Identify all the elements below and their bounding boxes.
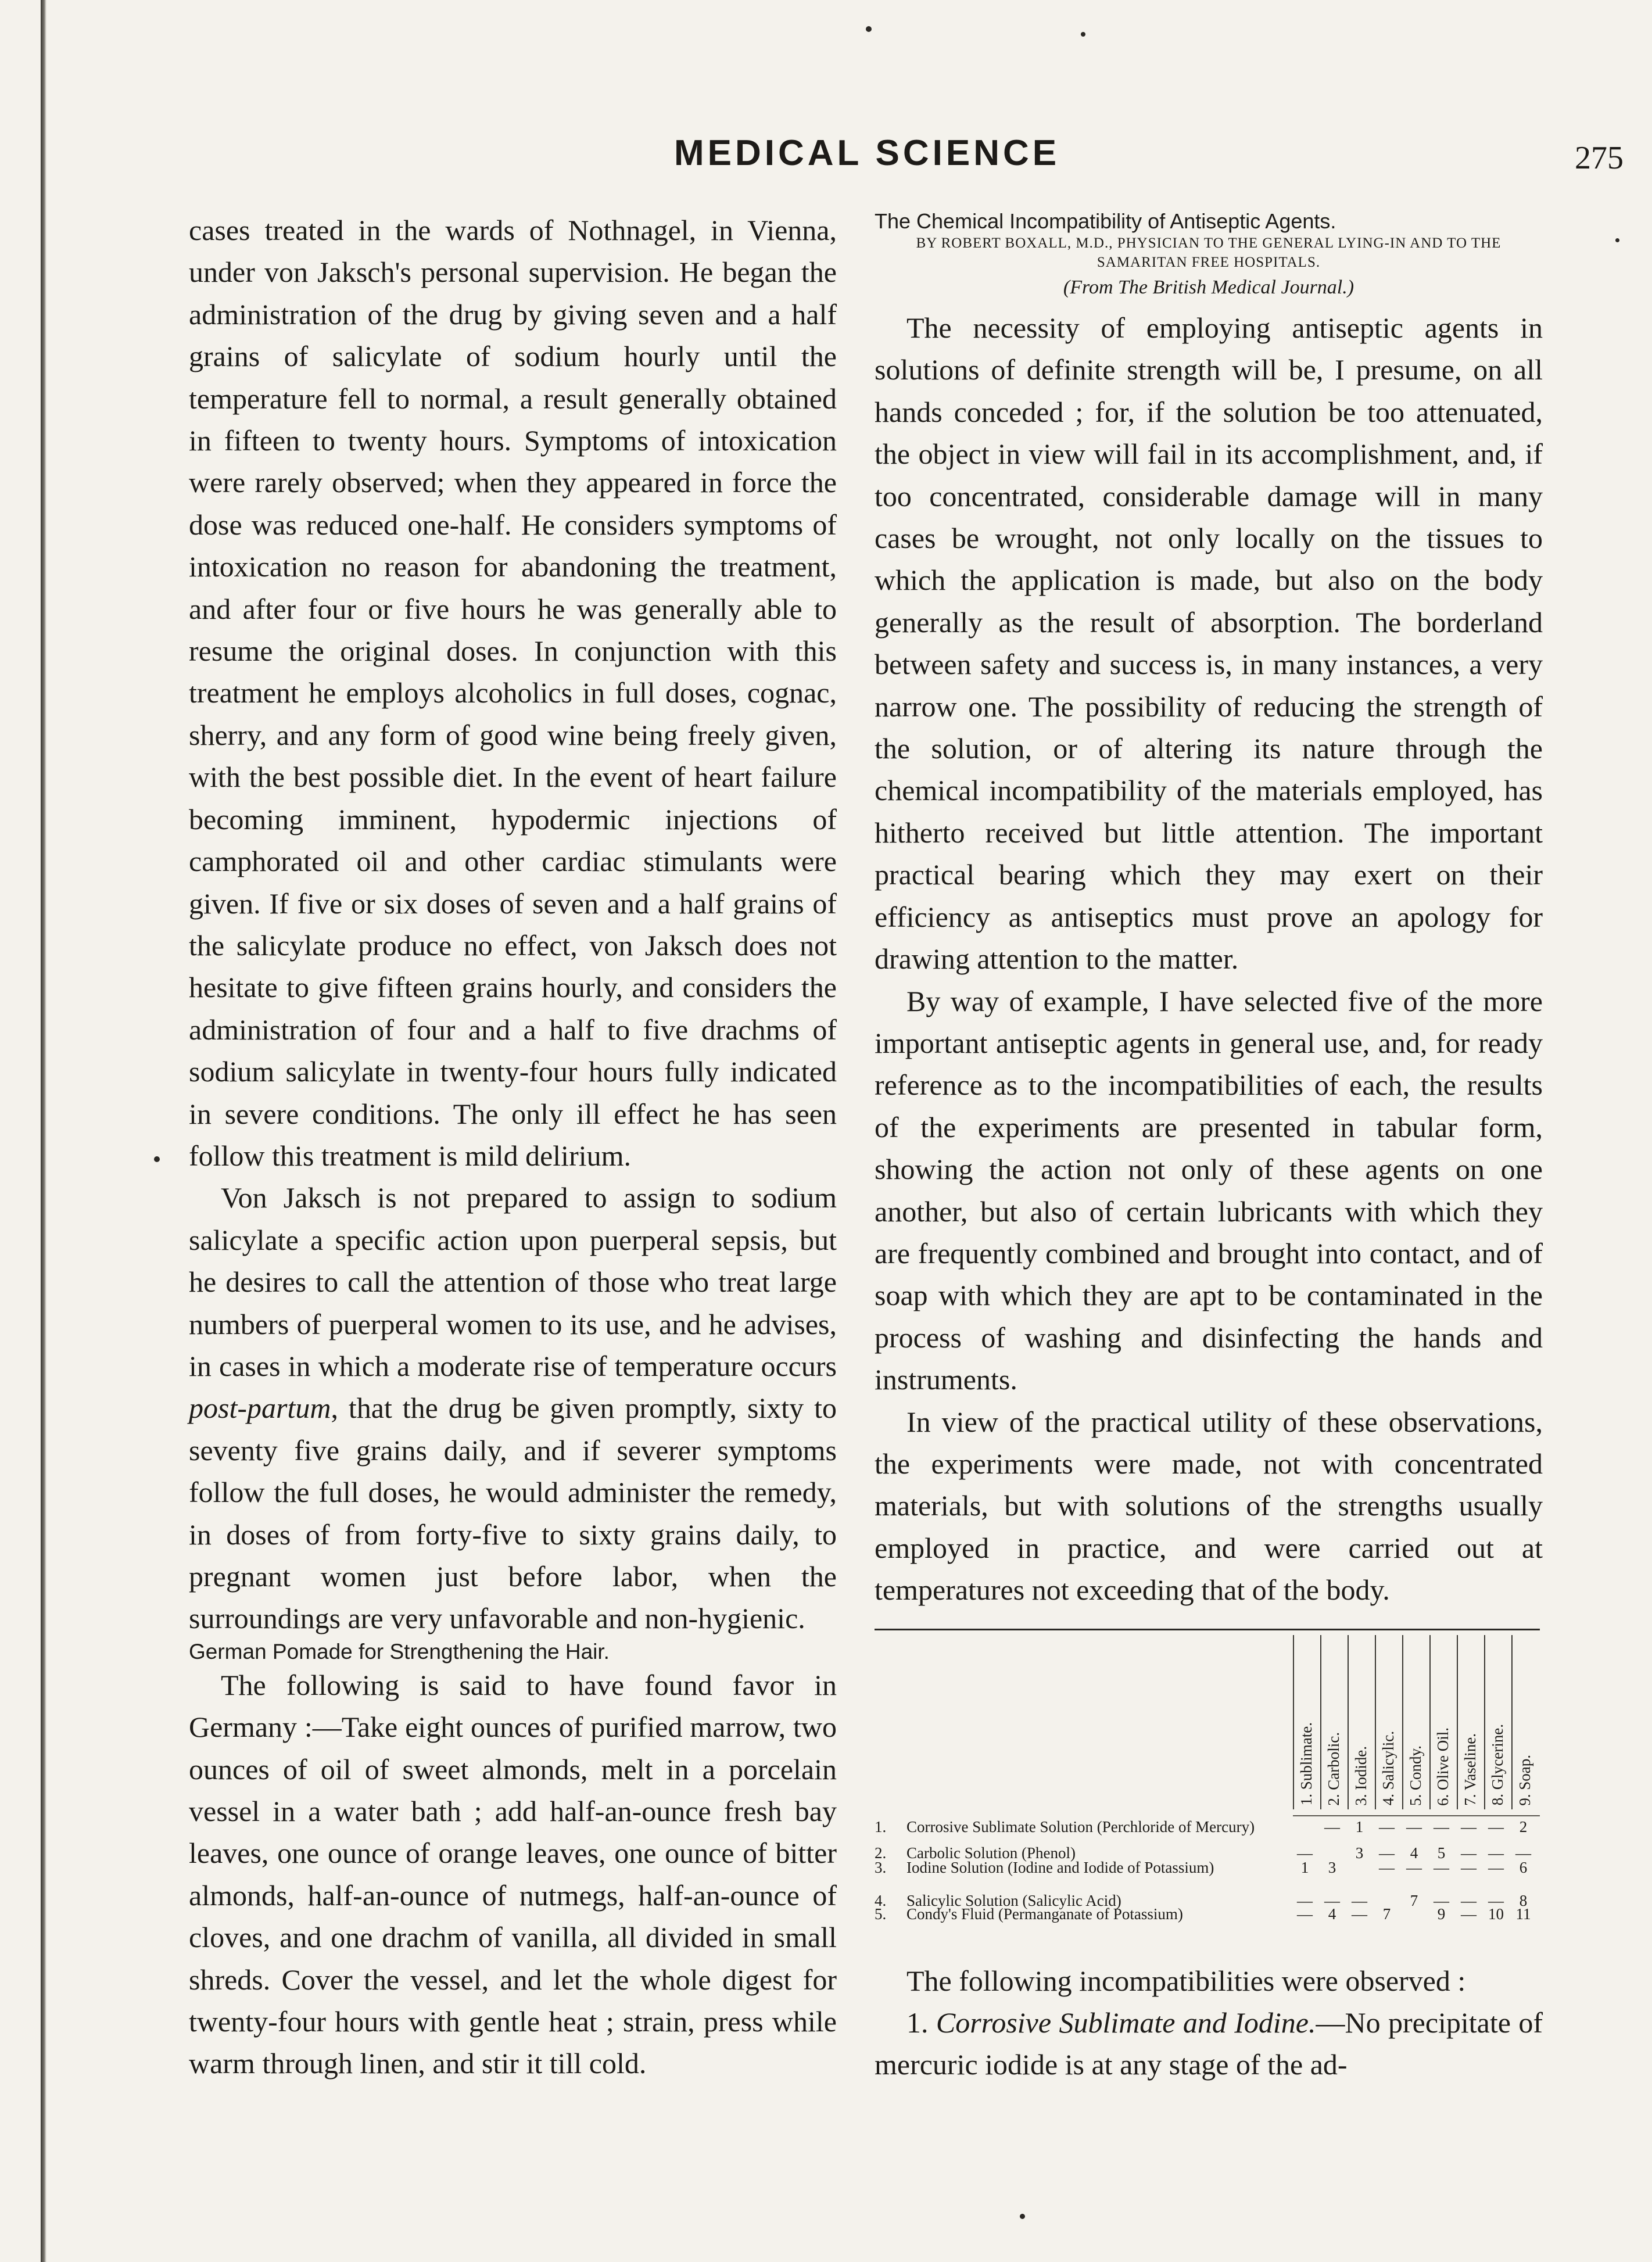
table-cell: — bbox=[1461, 1858, 1477, 1876]
table-cell: — bbox=[1379, 1844, 1395, 1862]
page-number: 275 bbox=[1575, 140, 1624, 176]
table-cell: — bbox=[1297, 1905, 1313, 1923]
table-cell: 4 bbox=[1328, 1905, 1336, 1923]
right-column bbox=[875, 209, 1543, 2086]
table-header-rule bbox=[1293, 1815, 1540, 1816]
right-paragraph-4: The following incompatibilities were observed : bbox=[906, 1964, 1466, 1997]
table-row-label: Iodine Solution (Iodine and Iodide of Potassium) bbox=[906, 1858, 1214, 1876]
left-paragraph-2-italic: post-partum bbox=[189, 1392, 331, 1425]
table-column-header-label: 9. Soap. bbox=[1516, 1754, 1533, 1806]
table-column-header-label: 5. Condy. bbox=[1407, 1745, 1424, 1806]
pomade-heading: German Pomade for Strengthening the Hair. bbox=[189, 1639, 610, 1664]
table-cell: 1 bbox=[1355, 1818, 1364, 1836]
scan-speck bbox=[1081, 32, 1085, 37]
table-cell: — bbox=[1461, 1844, 1477, 1862]
right-paragraph-2: By way of example, I have selected five of the more important antiseptic agents in general use, and, for ready reference as to the incompatibilities of each, the results of the experiments are presented in tabular form, showing the action not only of these agents on one another, but also of certain lubricants with which they are frequently combined and brought into contact, and of soap with which they are apt to be contaminated in the process of washing and disinfecting the hands and instruments. bbox=[875, 984, 1543, 1396]
table-column-header-label: 3. Iodide. bbox=[1352, 1745, 1370, 1806]
scan-speck bbox=[866, 26, 872, 32]
table-cell: 7 bbox=[1382, 1905, 1391, 1923]
left-paragraph-1: cases treated in the wards of Nothnagel, in Vienna, under von Jaksch's personal supervision. He began the administration of the drug by giving seven and a half grains of salicylate of sodium hourly until the temperature fell to normal, a result generally obtained in fifteen to twenty hours. Symptoms of intoxication were rarely observed; when they appeared in force the dose was reduced one-half. He considers symptoms of intoxication no reason for abandoning the treatment, and after four or five hours he was generally able to resume the original doses. In conjunction with this treatment he employs alcoholics in full doses, cognac, sherry, and any form of good wine being freely given, with the best possible diet. In the event of heart failure becoming imminent, hypodermic injections of camphorated oil and other cardiac stimulants were given. If five or six doses of seven and a half grains of the salicylate produce no effect, von Jaksch does not hesitate to give fifteen grains hourly, and considers the administration of four and a half to five drachms of sodium salicylate in twenty-four hours fully indicated in severe conditions. The only ill effect he has seen follow this treatment is mild delirium. bbox=[189, 214, 837, 1172]
table-cell: — bbox=[1297, 1891, 1313, 1909]
left-paragraph-2 bbox=[189, 1177, 837, 1639]
table-cell: — bbox=[1488, 1818, 1504, 1836]
table-column-header bbox=[1484, 1635, 1509, 1809]
article-byline: BY ROBERT BOXALL, M.D., PHYSICIAN TO THE GENERAL LYING-IN AND TO THE SAMARITAN FREE HOSPITALS. bbox=[916, 235, 1502, 270]
table-cell: — bbox=[1461, 1905, 1477, 1923]
right-paragraph-5-number: 1. bbox=[906, 2006, 929, 2039]
table-row-label: Salicylic Solution (Salicylic Acid) bbox=[906, 1891, 1121, 1909]
table-cell: — bbox=[1406, 1858, 1422, 1876]
table-column-header-label: 1. Sublimate. bbox=[1298, 1722, 1315, 1806]
book-binding-edge bbox=[41, 0, 46, 2262]
table-column-header-label: 2. Carbolic. bbox=[1325, 1732, 1342, 1806]
table-column-header bbox=[1457, 1635, 1482, 1809]
right-paragraph-3: In view of the practical utility of these observations, the experiments were made, not with concentrated materials, but with solutions of the strengths usually employed in practice, and were carried out at temperatures not exceeding that of the body. bbox=[875, 1405, 1543, 1607]
left-paragraph-2-text-b: , that the drug be given promptly, sixty to seventy five grains daily, and if severer symptoms follow the full doses, he would administer the remedy, in doses of from forty-five to sixty grains daily, to pregnant women just before labor, when the surroundings are very unfavorable and non-hygienic. bbox=[189, 1392, 837, 1635]
table-cell: — bbox=[1379, 1818, 1395, 1836]
right-paragraph-5-text: —No precipitate of mercuric iodide is at any stage of the ad- bbox=[875, 2006, 1543, 2081]
table-cell: 7 bbox=[1410, 1891, 1418, 1909]
table-cell: — bbox=[1297, 1844, 1313, 1862]
table-cell: — bbox=[1434, 1858, 1449, 1876]
table-column-header bbox=[1375, 1635, 1400, 1809]
table-cell: 2 bbox=[1519, 1818, 1528, 1836]
table-cell: 4 bbox=[1410, 1844, 1418, 1862]
table-row-number: 5. bbox=[875, 1905, 887, 1923]
table-cell: — bbox=[1488, 1891, 1504, 1909]
table-cell: — bbox=[1352, 1905, 1367, 1923]
table-cell: — bbox=[1324, 1891, 1340, 1909]
table-column-header bbox=[1320, 1635, 1345, 1809]
running-head: MEDICAL SCIENCE bbox=[674, 133, 1060, 173]
table-cell: 6 bbox=[1519, 1858, 1528, 1876]
table-cell: 3 bbox=[1355, 1844, 1364, 1862]
scan-speck bbox=[1615, 238, 1619, 242]
table-cell: 1 bbox=[1300, 1858, 1309, 1876]
table-cell: — bbox=[1324, 1818, 1340, 1836]
right-paragraph-5-italic: Corrosive Sublimate and Iodine. bbox=[936, 2006, 1316, 2039]
table-row-number: 1. bbox=[875, 1818, 887, 1836]
table-row-number: 3. bbox=[875, 1858, 887, 1876]
table-column-header bbox=[1402, 1635, 1427, 1809]
table-cell: — bbox=[1434, 1891, 1449, 1909]
table-column-header bbox=[1429, 1635, 1454, 1809]
table-row-label: Condy's Fluid (Permanganate of Potassium) bbox=[906, 1905, 1183, 1923]
article-source: (From The British Medical Journal.) bbox=[1063, 277, 1354, 298]
scan-speck bbox=[1020, 2214, 1025, 2219]
table-column-header-label: 7. Vaseline. bbox=[1461, 1733, 1479, 1806]
table-cell: 8 bbox=[1519, 1891, 1528, 1909]
table-column-header-label: 4. Salicylic. bbox=[1379, 1731, 1397, 1806]
table-row-number: 4. bbox=[875, 1891, 887, 1909]
incompatibility-table bbox=[875, 1629, 1540, 1947]
table-cell: — bbox=[1461, 1891, 1477, 1909]
left-paragraph-2-text-a: Von Jaksch is not prepared to assign to sodium salicylate a specific action upon puerperal sepsis, but he desires to call the attention of those who treat large numbers of puerperal women to its use, and he advises, in cases in which a moderate rise of temperature occurs bbox=[189, 1181, 837, 1382]
scan-speck bbox=[154, 1156, 160, 1162]
left-paragraph-3: The following is said to have found favor in Germany :—Take eight ounces of purified marrow, two ounces of oil of sweet almonds, melt in a porcelain vessel in a water bath ; add half-an-ounce fresh bay leaves, one ounce of orange leaves, one ounce of bitter almonds, half-an-ounce of nutmegs, half-an-ounce of cloves, and one drachm of vanilla, all divided in small shreds. Cover the vessel, and let the whole digest for twenty-four hours with gentle heat ; strain, press while warm through linen, and stir it till cold. bbox=[189, 1668, 837, 2080]
table-cell: — bbox=[1461, 1818, 1477, 1836]
table-cell: 5 bbox=[1437, 1844, 1446, 1862]
table-cell: — bbox=[1352, 1891, 1367, 1909]
right-paragraph-5 bbox=[875, 2002, 1543, 2086]
table-row-number: 2. bbox=[875, 1844, 887, 1862]
table-cell: — bbox=[1488, 1858, 1504, 1876]
incompatibility-table-body bbox=[875, 1630, 1540, 1947]
table-cell: — bbox=[1515, 1844, 1531, 1862]
article-title: The Chemical Incompatibility of Antiseptic Agents. bbox=[875, 209, 1336, 233]
table-cell: 9 bbox=[1437, 1905, 1446, 1923]
table-cell: — bbox=[1488, 1844, 1504, 1862]
table-cell: — bbox=[1406, 1818, 1422, 1836]
table-column-header bbox=[1293, 1635, 1318, 1809]
table-column-header bbox=[1511, 1635, 1536, 1809]
table-cell: 10 bbox=[1488, 1905, 1504, 1923]
table-column-header bbox=[1348, 1635, 1373, 1809]
left-column bbox=[189, 209, 837, 2085]
table-cell: — bbox=[1379, 1858, 1395, 1876]
table-cell: 3 bbox=[1328, 1858, 1336, 1876]
table-cell: 11 bbox=[1515, 1905, 1531, 1923]
table-cell: — bbox=[1434, 1818, 1449, 1836]
right-paragraph-1: The necessity of employing antiseptic agents in solutions of definite strength will be, I presume, on all hands conceded ; for, if the solution be too attenuated, the object in view will fail in its accomplishment, and, if too concentrated, considerable damage will in many cases be wrought, not only locally on the tissues to which the application is made, but also on the body generally as the result of absorption. The borderland between safety and success is, in many instances, a very narrow one. The possibility of reducing the strength of the solution, or of altering its nature through the chemical incompatibility of the materials employed, has hitherto received but little attention. The important practical bearing which they may exert on their efficiency as antiseptics must prove an apology for drawing attention to the matter. bbox=[875, 311, 1543, 976]
table-row-label: Carbolic Solution (Phenol) bbox=[906, 1844, 1076, 1862]
table-row-label: Corrosive Sublimate Solution (Perchloride of Mercury) bbox=[906, 1818, 1255, 1836]
table-column-header-label: 8. Glycerine. bbox=[1489, 1724, 1506, 1806]
table-column-header-label: 6. Olive Oil. bbox=[1434, 1727, 1452, 1806]
